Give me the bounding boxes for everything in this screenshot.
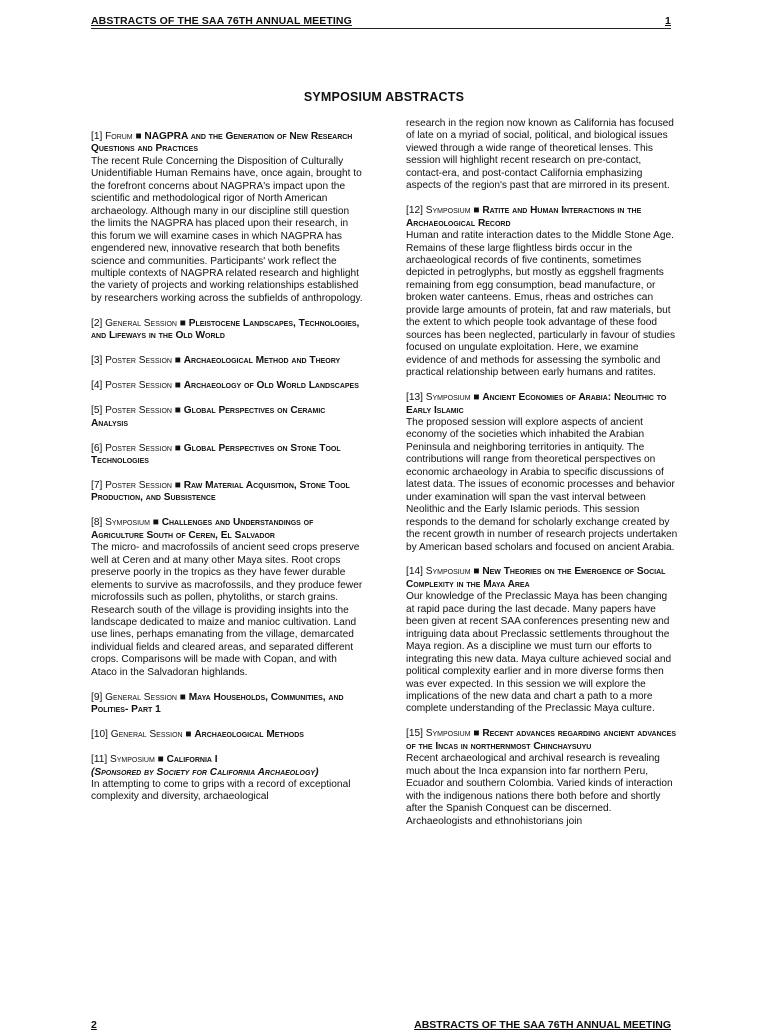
running-header (91, 15, 671, 29)
abstract-entry (406, 205, 678, 379)
entry-heading (91, 729, 363, 741)
entry-heading (91, 405, 363, 430)
entry-heading (91, 480, 363, 505)
entry-title: Ratite and Human Interactions in the Archaeological Record (406, 205, 642, 229)
abstract-entry (91, 405, 363, 430)
entry-heading (91, 380, 363, 392)
abstract-entry (91, 131, 363, 305)
entry-label: [8] Symposium ■ (91, 517, 162, 529)
entry-label: [11] Symposium ■ (91, 754, 167, 766)
entry-label: [6] Poster Session ■ (91, 442, 184, 454)
abstract-entry (91, 380, 363, 392)
abstract-entry (91, 318, 363, 343)
page-number: 1 (665, 15, 671, 27)
entry-heading (91, 754, 363, 766)
entry-title: Recent advances regarding ancient advances of the Incas in northernmost Chinchaysuyu (406, 728, 677, 752)
running-footer (91, 1019, 671, 1031)
entry-title: NAGPRA and the Generation of New Research Questions and Practices (91, 131, 353, 155)
entry-body: research in the region now known as California has focused of late on a myriad of social, political, and biological issues viewed through a wide range of theoretical lenses. This session will highlight recent research on pre-contact, contact-era, and post-contact California emphasizing aspects of the region's past that are mirrored in its present. (406, 118, 674, 192)
entry-body: Our knowledge of the Preclassic Maya has been changing at rapid pace during the last decade. Many papers have been given at recent SAA conferences presenting new and intriguing data about Preclassic settlements throughout the Maya region. As a discipline we must turn our efforts to integrating this new data. Maya culture achieved social and political complexity earlier and in more diverse forms then was ever expected. In this session we will explore the implications of the new data and chart a path to a more complete understanding of the Preclassic Maya culture. (406, 591, 672, 715)
entry-heading (91, 355, 363, 367)
entry-title: Archaeological Methods (194, 729, 304, 741)
entry-label: [15] Symposium ■ (406, 728, 483, 740)
entry-title: Archaeology of Old World Landscapes (183, 380, 359, 392)
abstract-continuation (406, 118, 678, 193)
entry-label: [2] General Session ■ (91, 317, 189, 329)
entry-label: [7] Poster Session ■ (91, 479, 184, 491)
entry-title: California I (166, 754, 218, 766)
entry-sponsor: (Sponsored by Society for California Archaeology) (91, 766, 319, 778)
entry-body: The recent Rule Concerning the Disposition of Culturally Unidentifiable Human Remains have, once again, brought to the forefront concerns about NAGPRA's impact upon the scientific and methodological rigor of North American archaeology. Although many in our discipline still question the limits the NAGPRA has placed upon their research, in this forum we will examine cases in which NAGPRA has engendered new, innovative research that both benefits science and communities. Participants' work reflect the multiple contexts of NAGPRA related research and highlight the variety of projects and working relationships established by researchers working across the subfields of anthropology. (91, 155, 363, 304)
entry-title: Ancient Economies of Arabia: Neolithic to Early Islamic (406, 392, 667, 416)
abstract-entry (406, 728, 678, 828)
entry-heading (91, 443, 363, 468)
entry-heading (406, 205, 678, 230)
running-title: ABSTRACTS OF THE SAA 76TH ANNUAL MEETING (91, 15, 352, 27)
entry-title: Raw Material Acquisition, Stone Tool Production, and Subsistence (91, 479, 350, 504)
entry-body: Human and ratite interaction dates to the Middle Stone Age. Remains of these large flightless birds occur in the archaeological records of five continents, sometimes depicted in petroglyphs, but mostly as eggshell fragments remaining from egg consumption, bead manufacture, or broken water canteens. Emus, rheas and ostriches can provide large amounts of protein, fat and raw materials, but the extent to which people took advantage of these food sources has been neglected, particularly in favour of studies focused on ungulate exploitation. Here, we examine evidence of and methods for assessing the symbolic and practical relationship between early humans and ratites. (406, 230, 676, 379)
entry-heading (91, 517, 363, 542)
entry-body: Recent archaeological and archival research is revealing much about the Inca expansion into far northern Peru, Ecuador and southern Colombia. Varied kinds of interaction with the indigenous nations there both before and shortly after the Spanish Conquest can be discerned. Archaeologists and ethnohistorians join (406, 753, 673, 827)
entry-heading (91, 131, 363, 156)
entry-label: [13] Symposium ■ (406, 392, 483, 404)
entry-title: Pleistocene Landscapes, Technologies, and Lifeways in the Old World (91, 317, 360, 342)
abstract-entry (91, 443, 363, 468)
entry-label: [3] Poster Session ■ (91, 355, 184, 367)
footer-running-title: ABSTRACTS OF THE SAA 76TH ANNUAL MEETING (414, 1019, 671, 1031)
entry-title: New Theories on the Emergence of Social Complexity in the Maya Area (406, 566, 666, 590)
abstract-entry (91, 754, 363, 804)
entry-label: [9] General Session ■ (91, 691, 189, 703)
entry-label: [10] General Session ■ (91, 729, 195, 741)
entry-label: [4] Poster Session ■ (91, 380, 184, 392)
entry-title: Archaeological Method and Theory (183, 355, 341, 367)
entry-heading (406, 728, 678, 753)
abstract-entry (91, 729, 363, 741)
footer-page-number: 2 (91, 1019, 97, 1031)
page-title: SYMPOSIUM ABSTRACTS (303, 90, 465, 104)
entry-label: [14] Symposium ■ (406, 566, 483, 578)
abstract-entry (91, 480, 363, 505)
entry-title: Maya Households, Communities, and Polities- Part 1 (91, 691, 344, 716)
entry-body: The micro- and macrofossils of ancient seed crops preserve well at Ceren and at many other Maya sites. Root crops preserve poorly in the tropics as they have fewer durable elements to survive as macrofossils, and they produce fewer microfossils such as pollen, phytoliths, or starch grains. Research south of the village is providing insights into the landscape dedicated to maize and manioc cultivation. Land use lines, perhaps emanating from the village, demarcated individual fields and cleared areas, and separated different crops. Comparisons will be made with Copan, and with Ataco in the Salvadoran highlands. (91, 542, 363, 678)
abstract-entry (91, 517, 363, 679)
abstract-entry (91, 355, 363, 367)
abstract-entry (91, 692, 363, 717)
entry-title: Challenges and Understandings of Agriculture South of Ceren, El Salvador (91, 517, 314, 541)
entry-heading (91, 318, 363, 343)
entry-body: In attempting to come to grips with a record of exceptional complexity and diversity, archaeological (91, 779, 351, 803)
entry-title: Global Perspectives on Ceramic Analysis (91, 405, 326, 429)
entry-body: The proposed session will explore aspects of ancient economy of the societies which inhabited the Arabian Peninsula and neighboring territories in antiquity. The contributions will range from theoretical perspectives on economic archaeology in Arabia to specific discussions of latest data. The issues of economic processes and behavior under examination will span the vast interval between Neolithic and the Early Islamic periods. This session responds to the demand for scholarly exchange created by the recent growth in number of research projects undertaken by American based scholars and focused on ancient Arabia. (406, 416, 678, 553)
entry-label: [1] Forum ■ (91, 131, 145, 142)
entry-label: [12] Symposium ■ (406, 205, 483, 217)
entry-heading (406, 566, 678, 591)
entry-title: Global Perspectives on Stone Tool Technologies (91, 442, 341, 467)
entry-heading (91, 692, 363, 717)
entry-label: [5] Poster Session ■ (91, 405, 184, 417)
abstract-entry (406, 566, 678, 715)
right-column (406, 118, 678, 841)
left-column (91, 131, 363, 816)
abstract-entry (406, 392, 678, 554)
entry-heading (406, 392, 678, 417)
